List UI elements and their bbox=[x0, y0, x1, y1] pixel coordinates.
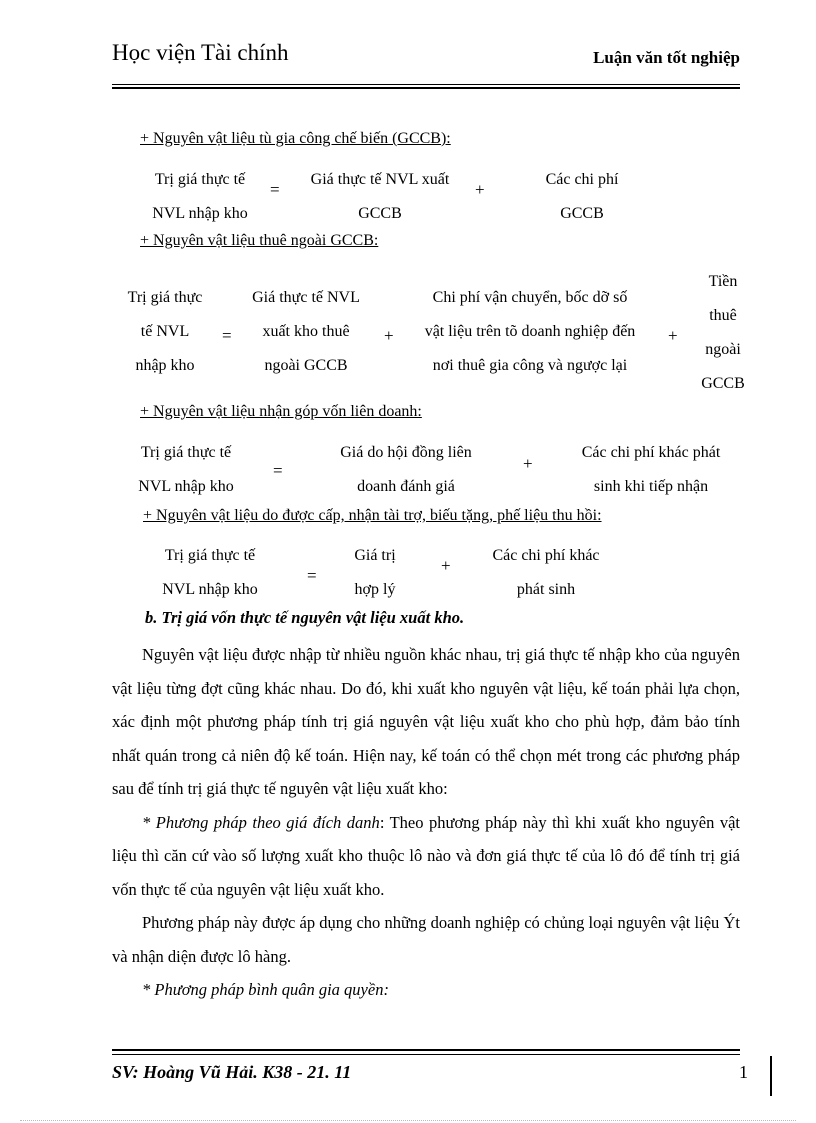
formula2-lhs bbox=[112, 281, 218, 383]
formula1-equals: = bbox=[270, 180, 280, 199]
paragraph-specific-identification bbox=[112, 806, 740, 907]
formula1-term-b-line1: Các chi phí bbox=[545, 171, 619, 188]
page-edge-dots bbox=[20, 1120, 796, 1121]
formula2-term-c-line2: thuê bbox=[709, 307, 737, 324]
formula1-lhs-line1: Trị giá thực tế bbox=[154, 171, 246, 188]
formula1-lhs-line2: NVL nhập kho bbox=[152, 205, 248, 222]
formula4-lhs-line1: Trị giá thực tế bbox=[164, 547, 256, 564]
formula3-term-b-line1: Các chi phí khác phát bbox=[581, 444, 721, 461]
formula4-term-b-line2: phát sinh bbox=[516, 581, 576, 598]
formula2-lhs-line3: nhập kho bbox=[135, 357, 195, 374]
formula2-term-b-line1: Chi phí vận chuyển, bốc dỡ số bbox=[432, 289, 628, 306]
formula3-lhs-line1: Trị giá thực tế bbox=[140, 444, 232, 461]
footer-rule-thick bbox=[112, 1049, 740, 1051]
formula4-term-a bbox=[340, 539, 410, 607]
formula2-term-c bbox=[690, 265, 756, 401]
formula3-term-b-line2: sinh khi tiếp nhận bbox=[593, 478, 709, 495]
page-number: 1 bbox=[739, 1062, 748, 1082]
formula1-plus: + bbox=[475, 180, 485, 199]
formula2-term-b-line2: vật liệu trên tõ doanh nghiệp đến bbox=[424, 323, 636, 340]
formula1-term-a bbox=[290, 163, 470, 231]
method-name-specific: * Phương pháp theo giá đích danh bbox=[142, 812, 380, 832]
formula2-term-b bbox=[402, 281, 658, 383]
formula1-term-b-line2: GCCB bbox=[560, 205, 604, 222]
formula1-term-b bbox=[520, 163, 644, 231]
formula2-term-c-line1: Tiền bbox=[708, 273, 738, 290]
section-joint-venture-title: + Nguyên vật liệu nhận góp vốn liên doanh: bbox=[140, 403, 422, 420]
formula2-plus-2: + bbox=[668, 326, 678, 345]
formula2-lhs-line2: tế NVL bbox=[140, 323, 190, 340]
formula3-lhs bbox=[118, 436, 254, 504]
formula4-term-a-line1: Giá trị bbox=[354, 547, 396, 564]
header-institution: Học viện Tài chính bbox=[112, 40, 289, 65]
body-text bbox=[112, 638, 740, 1007]
formula4-lhs-line2: NVL nhập kho bbox=[162, 581, 258, 598]
formula1-term-a-line1: Giá thực tế NVL xuất bbox=[310, 171, 450, 188]
formula4-term-a-line2: hợp lý bbox=[354, 581, 396, 598]
paragraph-application: Phương pháp này được áp dụng cho những doanh nghiệp có chủng loại nguyên vật liệu Ýt và nhận diện được lô hàng. bbox=[112, 913, 740, 966]
paragraph-weighted-average bbox=[112, 973, 740, 1007]
footer-rule bbox=[112, 1054, 740, 1055]
section-gccb-title: + Nguyên vật liệu tù gia công chế biến (GCCB): bbox=[140, 130, 451, 147]
formula3-term-b bbox=[556, 436, 746, 504]
formula3-lhs-line2: NVL nhập kho bbox=[138, 478, 234, 495]
formula2-equals: = bbox=[222, 326, 232, 345]
paragraph-intro: Nguyên vật liệu được nhập từ nhiều nguồn khác nhau, trị giá thực tế nhập kho của nguyên vật liệu từng đợt cũng khác nhau. Do đó, khi xuất kho nguyên vật liệu, kế toán phải lựa chọn, xác định một phương pháp tính trị giá nguyên vật liệu xuất kho cho phù hợp, đảm bảo tính nhất quán trong cả niên độ kế toán. Hiện nay, kế toán có thể chọn mét trong các phương pháp sau để tính trị giá thực tế nguyên vật liệu xuất kho: bbox=[112, 645, 740, 798]
formula1-term-a-line2: GCCB bbox=[358, 205, 402, 222]
formula4-equals: = bbox=[307, 566, 317, 585]
footer-student: SV: Hoàng Vũ Hải. K38 - 21. 11 bbox=[112, 1062, 352, 1082]
formula3-term-a-line1: Giá do hội đồng liên bbox=[340, 444, 472, 461]
formula4-plus: + bbox=[441, 556, 451, 575]
section-grants-title: + Nguyên vật liệu do được cấp, nhận tài trợ, biếu tặng, phế liệu thu hồi: bbox=[143, 507, 602, 524]
formula3-term-a-line2: doanh đánh giá bbox=[357, 478, 455, 495]
formula2-term-a-line3: ngoài GCCB bbox=[264, 357, 348, 374]
formula2-term-a-line1: Giá thực tế NVL bbox=[252, 289, 360, 306]
formula2-lhs-line1: Trị giá thực bbox=[127, 289, 203, 306]
formula2-term-c-line3: ngoài bbox=[705, 341, 741, 358]
header-rule-thick bbox=[112, 87, 740, 89]
header-rule bbox=[112, 84, 740, 85]
header-document-type: Luận văn tốt nghiệp bbox=[593, 48, 740, 67]
subsection-heading-b: b. Trị giá vốn thực tế nguyên vật liệu xuất kho. bbox=[145, 608, 465, 627]
paragraph-specific-text: : Theo phương pháp này thì khi xuất kho nguyên vật liệu thì căn cứ vào số lượng xuất kho thuộc lô nào và đơn giá thực tế của lô đó để tính trị giá vốn thực tế của nguyên vật liệu xuất kho. bbox=[112, 812, 740, 899]
formula2-plus-1: + bbox=[384, 326, 394, 345]
formula4-term-b bbox=[476, 539, 616, 607]
formula2-term-a bbox=[238, 281, 374, 383]
formula4-term-b-line1: Các chi phí khác bbox=[492, 547, 600, 564]
formula4-lhs bbox=[142, 539, 278, 607]
formula3-plus: + bbox=[523, 454, 533, 473]
formula2-term-c-line4: GCCB bbox=[701, 375, 745, 392]
formula3-equals: = bbox=[273, 461, 283, 480]
page-border-right bbox=[770, 1056, 772, 1096]
method-name-weighted-average: * Phương pháp bình quân gia quyền: bbox=[142, 980, 389, 999]
formula1-lhs bbox=[130, 163, 270, 231]
formula3-term-a bbox=[318, 436, 494, 504]
formula2-term-b-line3: nơi thuê gia công và ngược lại bbox=[432, 357, 628, 374]
formula2-term-a-line2: xuất kho thuê bbox=[262, 323, 350, 340]
section-outsourced-title: + Nguyên vật liệu thuê ngoài GCCB: bbox=[140, 232, 379, 249]
